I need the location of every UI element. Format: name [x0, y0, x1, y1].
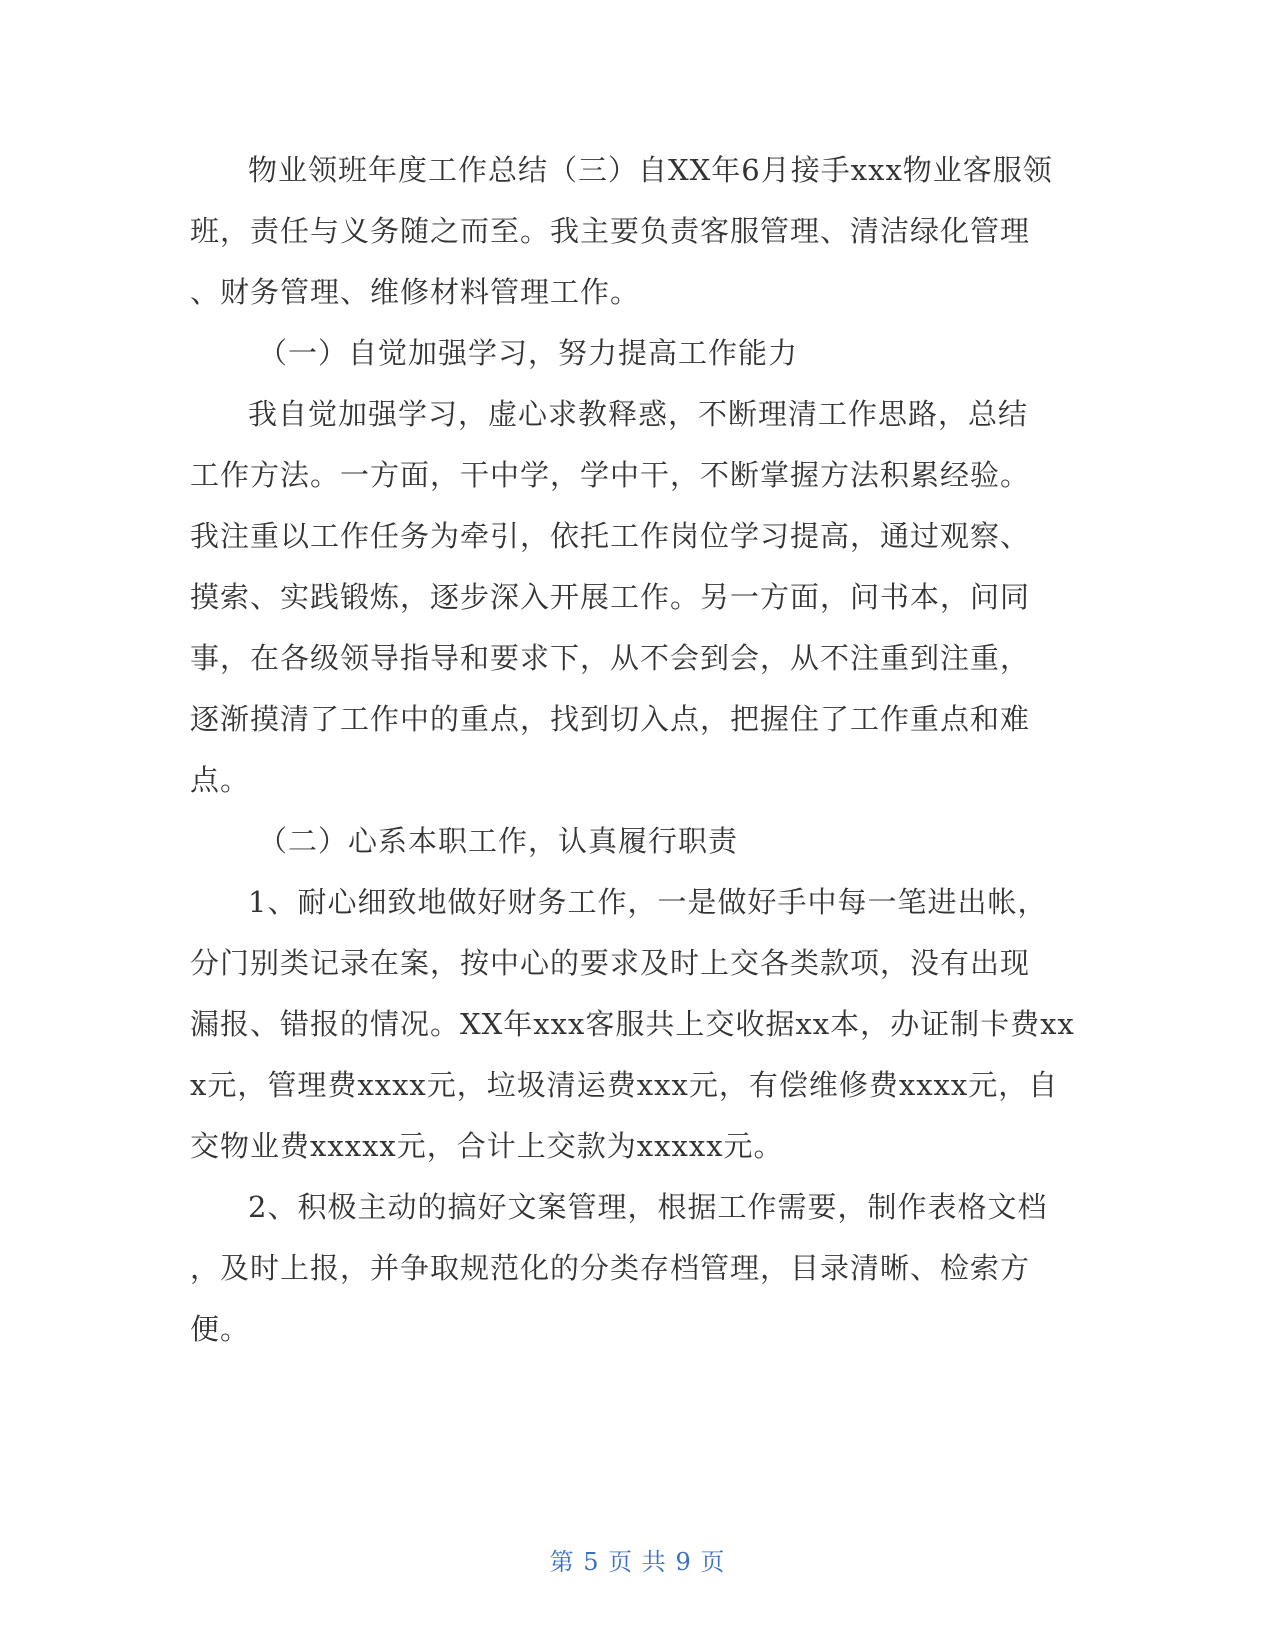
- text-line: 摸索、实践锻炼，逐步深入开展工作。另一方面，问书本，问同: [190, 580, 1031, 614]
- section-heading: （一）自觉加强学习，努力提高工作能力: [258, 336, 799, 370]
- text-line: x元，管理费xxxx元，垃圾清运费xxx元，有偿维修费xxxx元，自: [190, 1068, 1059, 1102]
- text-line: 分门别类记录在案，按中心的要求及时上交各类款项，没有出现: [190, 946, 1031, 980]
- text-line: 班，责任与义务随之而至。我主要负责客服管理、清洁绿化管理: [190, 214, 1031, 248]
- text-line: ，及时上报，并争取规范化的分类存档管理，目录清晰、检索方: [190, 1251, 1031, 1285]
- text-line: 、财务管理、维修材料管理工作。: [190, 275, 641, 309]
- text-line: 物业领班年度工作总结（三）自XX年6月接手xxx物业客服领: [248, 153, 1053, 187]
- text-line: 1、耐心细致地做好财务工作，一是做好手中每一笔进出帐，: [248, 885, 1048, 919]
- text-line: 漏报、错报的情况。XX年xxx客服共上交收据xx本，办证制卡费xx: [190, 1007, 1075, 1041]
- document-body: [190, 140, 1080, 1360]
- text-line: 事，在各级领导指导和要求下，从不会到会，从不注重到注重，: [190, 641, 1031, 675]
- text-line: 点。: [190, 763, 251, 797]
- text-line: 我注重以工作任务为牵引，依托工作岗位学习提高，通过观察、: [190, 519, 1031, 553]
- text-line: 我自觉加强学习，虚心求教释惑，不断理清工作思路，总结: [248, 397, 1029, 431]
- text-line: 工作方法。一方面，干中学，学中干，不断掌握方法积累经验。: [190, 458, 1031, 492]
- text-line: 2、积极主动的搞好文案管理，根据工作需要，制作表格文档: [248, 1190, 1048, 1224]
- text-line: 交物业费xxxxx元，合计上交款为xxxxx元。: [190, 1129, 784, 1163]
- text-line: 便。: [190, 1312, 251, 1346]
- text-line: 逐渐摸清了工作中的重点，找到切入点，把握住了工作重点和难: [190, 702, 1031, 736]
- page-number-footer: 第 5 页 共 9 页: [549, 1548, 726, 1576]
- section-heading: （二）心系本职工作，认真履行职责: [258, 824, 739, 858]
